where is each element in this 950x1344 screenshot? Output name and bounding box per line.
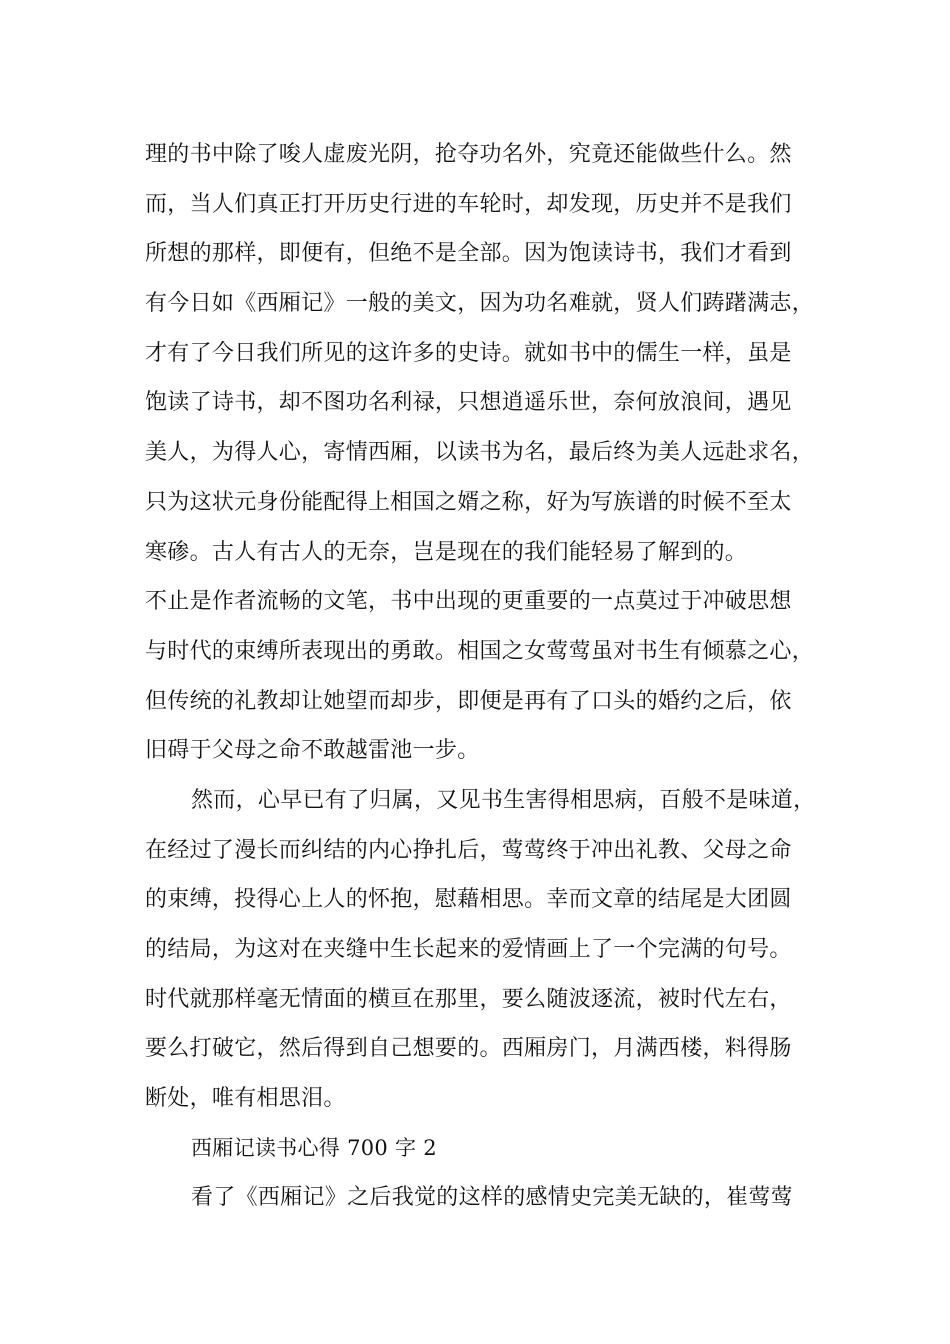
text-line: 的结局，为这对在夹缝中生长起来的爱情画上了一个完满的句号。	[145, 937, 792, 962]
text-line: 在经过了漫长而纠结的内心挣扎后，莺莺终于冲出礼教、父母之命	[145, 837, 792, 863]
text-line: 但传统的礼教却让她望而却步，即便是再有了口头的婚约之后，依	[145, 688, 792, 714]
text-line: 不止是作者流畅的文笔，书中出现的更重要的一点莫过于冲破思想	[145, 589, 792, 615]
text-line: 看了《西厢记》之后我觉的这样的感情史完美无缺的，崔莺莺	[191, 1185, 794, 1211]
text-line: 旧碍于父母之命不敢越雷池一步。	[145, 738, 480, 764]
text-line: 时代就那样毫无情面的横亘在那里，要么随波逐流，被时代左右，	[145, 986, 792, 1012]
text-line: 只为这状元身份能配得上相国之婿之称，好为写族谱的时候不至太	[145, 489, 792, 515]
text-line: 有今日如《西厢记》一般的美文，因为功名难就，贤人们踌躇满志，	[145, 291, 815, 317]
text-line: 断处，唯有相思泪。	[145, 1086, 346, 1112]
text-line: 的束缚，投得心上人的怀抱，慰藉相思。幸而文章的结尾是大团圆	[145, 887, 792, 913]
text-line: 美人，为得人心，寄情西厢，以读书为名，最后终为美人远赴求名，	[145, 440, 815, 466]
text-line: 理的书中除了唆人虚废光阴，抢夺功名外，究竟还能做些什么。然	[145, 142, 792, 167]
text-line: 而，当人们真正打开历史行进的车轮时，却发现，历史并不是我们	[145, 191, 792, 217]
text-line: 所想的那样，即便有，但绝不是全部。因为饱读诗书，我们才看到	[145, 241, 792, 267]
text-line: 才有了今日我们所见的这许多的史诗。就如书中的儒生一样，虽是	[145, 340, 792, 366]
text-line: 饱读了诗书，却不图功名利禄，只想逍遥乐世，奈何放浪间，遇见	[145, 390, 792, 416]
text-line: 要么打破它，然后得到自己想要的。西厢房门，月满西楼，料得肠	[145, 1036, 792, 1062]
document-body	[145, 130, 825, 1223]
text-line: 与时代的束缚所表现出的勇敢。相国之女莺莺虽对书生有倾慕之心，	[145, 638, 815, 664]
text-line: 寒碜。古人有古人的无奈，岂是现在的我们能轻易了解到的。	[145, 539, 748, 565]
section-heading: 西厢记读书心得 700 字 2	[191, 1135, 437, 1160]
text-line: 然而，心早已有了归属，又见书生害得相思病，百般不是味道，	[191, 787, 816, 813]
